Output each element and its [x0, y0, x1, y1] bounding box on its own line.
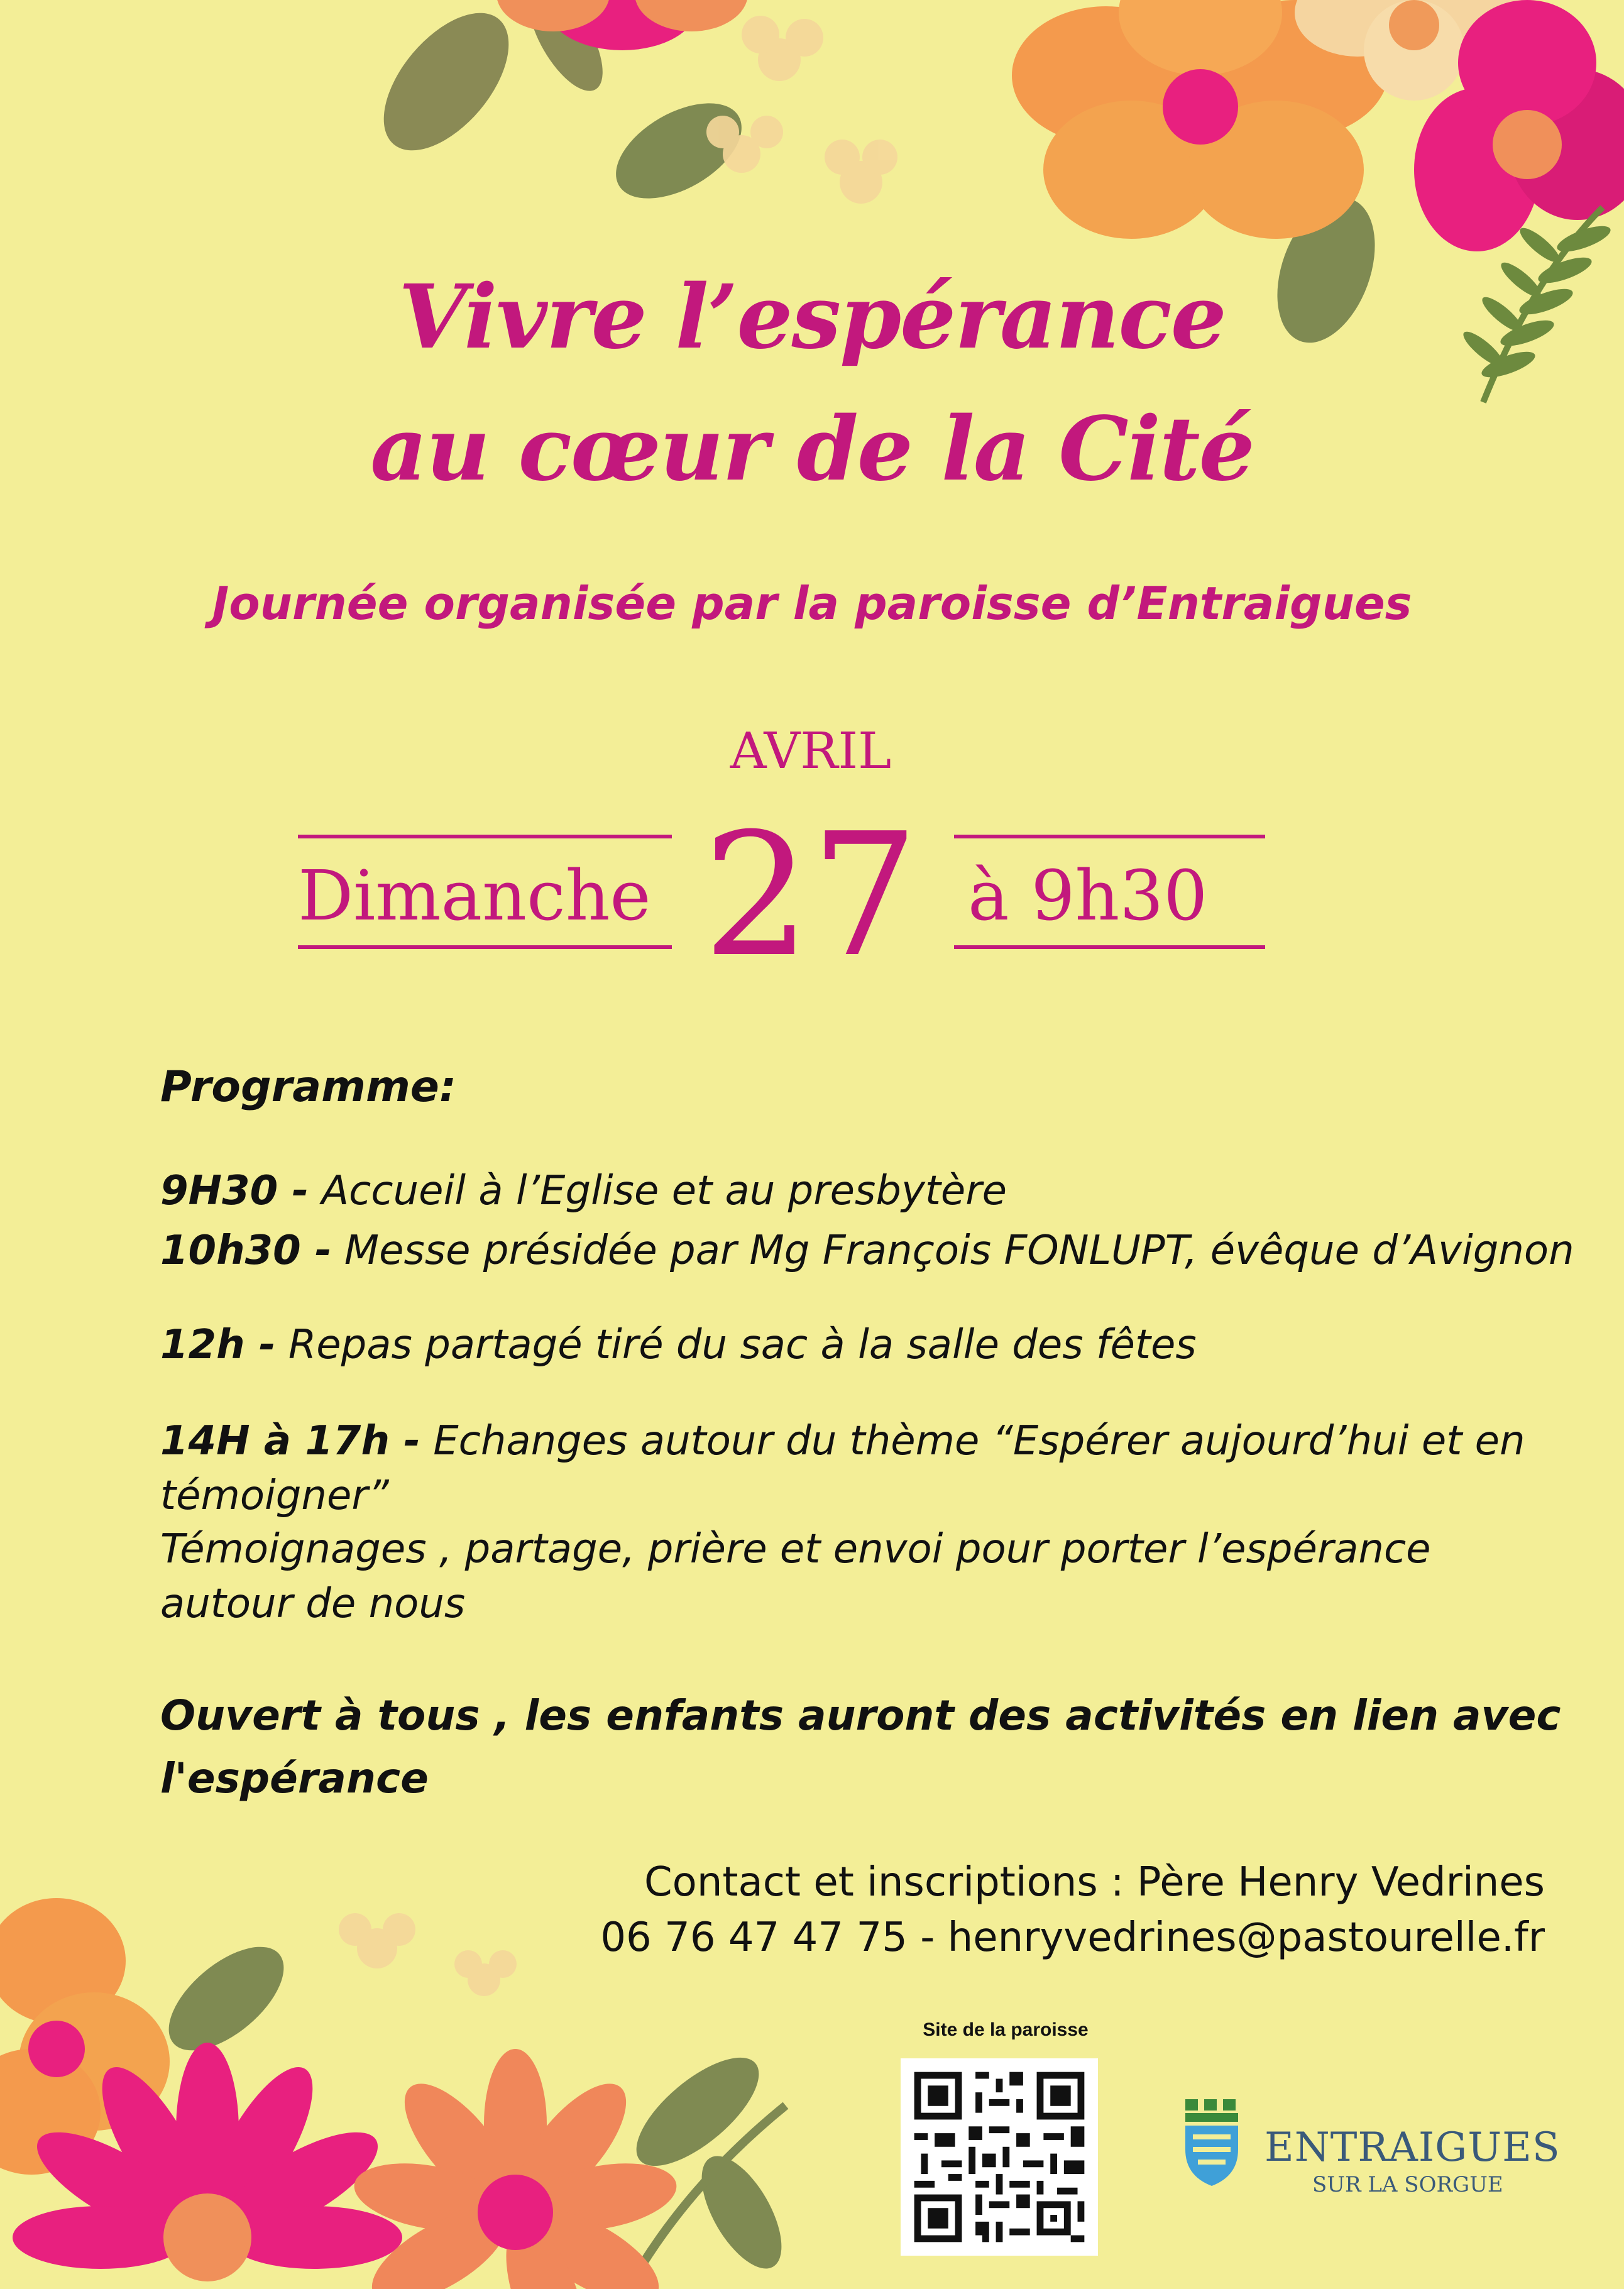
date-rule-left-bottom — [298, 945, 672, 949]
program-extra-line-2: autour de nous — [160, 1581, 466, 1627]
qr-label: Site de la paroisse — [923, 2019, 1089, 2040]
program-heading: Programme: — [160, 1062, 457, 1112]
title-line-2: au cœur de la Cité — [370, 398, 1254, 501]
title-line-1: Vivre l’espérance — [398, 266, 1226, 369]
flower-decoration-top — [352, 0, 1624, 440]
date-weekday: Dimanche — [298, 855, 651, 936]
program-extra-line-1: Témoignages , partage, prière et envoi pour porter l’espérance — [160, 1526, 1431, 1573]
qr-code[interactable] — [901, 2058, 1098, 2256]
date-rule-left-top — [298, 835, 672, 838]
logo-name: ENTRAIGUES — [1265, 2124, 1561, 2171]
program-item: 12h - Repas partagé tiré du sac à la salle des fêtes — [160, 1322, 1197, 1368]
date-month: AVRIL — [730, 722, 892, 780]
contact-line-2: 06 76 47 47 75 - henryvedrines@pastourelle.fr — [600, 1914, 1545, 1961]
contact-line-1: Contact et inscriptions : Père Henry Vedrines — [644, 1859, 1545, 1906]
entraigues-shield-logo — [1180, 2099, 1249, 2187]
date-rule-right-top — [954, 835, 1265, 838]
logo-subtitle: SUR LA SORGUE — [1312, 2172, 1503, 2197]
subtitle: Journée organisée par la paroisse d’Entraigues — [212, 577, 1412, 630]
program-item-continued: témoigner” — [160, 1473, 389, 1519]
date-time: à 9h30 — [968, 855, 1208, 936]
program-item: 10h30 - Messe présidée par Mg François FONLUPT, évêque d’Avignon — [160, 1227, 1574, 1274]
program-item: 9H30 - Accueil à l’Eglise et au presbytère — [160, 1168, 1007, 1214]
program-item: 14H à 17h - Echanges autour du thème “Espérer aujourd’hui et en — [160, 1418, 1525, 1464]
open-note-line-1: Ouvert à tous , les enfants auront des activités en lien avec — [160, 1691, 1561, 1740]
date-day: 27 — [703, 796, 919, 994]
date-rule-right-bottom — [954, 945, 1265, 949]
open-note-line-2: l'espérance — [160, 1754, 429, 1803]
